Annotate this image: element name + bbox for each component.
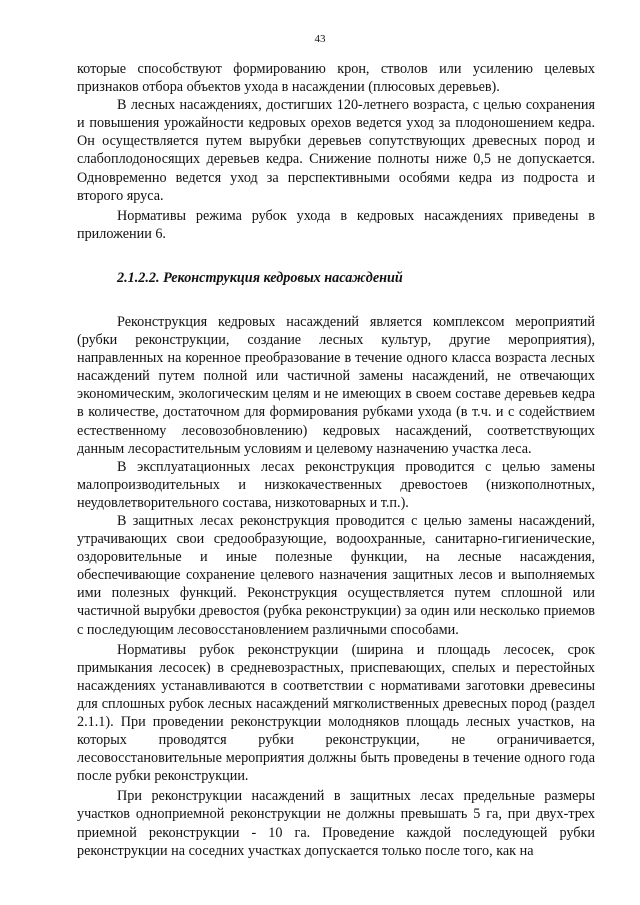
paragraph-nut-bearing-care: В лесных насаждениях, достигших 120-летнего возраста, с целью сохранения и повышения урожайности кедровых орехов ведется уход за плодоношением кедра. Он осуществляется путем вырубки деревьев сопутствующих древесных пород и слабоплодоносящих деревьев кедра. Снижение полноты ниже 0,5 не допускается. Одновременно ведется уход за перспективными особями кедра из подроста и второго яруса. — [77, 97, 595, 204]
paragraph-protective-forests: В защитных лесах реконструкция проводится с целью замены насаждений, утрачивающих свои средообразующие, водоохранные, санитарно-гигиенические, оздоровительные и иные полезные функции, на лесные насаждения, обеспечивающие сохранение целевого назначения защитных лесов и выполняемых ими полезных функций. Реконструкция осуществляется путем сплошной или частичной вырубки древостоя (рубка реконструкции) за один или несколько приемов с последующим лесовосстановлением различными способами. — [77, 512, 595, 638]
paragraph-continuation: которые способствуют формированию крон, стволов или усилению целевых признаков отбора объектов ухода в насаждении (плюсовых деревьев). — [77, 61, 595, 96]
paragraph-reconstruction-norms: Нормативы рубок реконструкции (ширина и площадь лесосек, срок примыкания лесосек) в средневозрастных, приспевающих, спелых и перестойных насаждениях устанавливаются в соответствии с нормативами заготовки древесины для сплошных рубок лесных насаждений мягколиственных древесных пород (раздел 2.1.1). При проведении реконструкции молодняков площадь лесных участков, на которых проводятся рубки реконструкции, не ограничивается, лесовосстановительные мероприятия должны быть проведены в течение одного года после рубки реконструкции. — [77, 641, 595, 785]
paragraph-care-norms: Нормативы режима рубок ухода в кедровых насаждениях приведены в приложении 6. — [77, 207, 595, 242]
paragraph-area-limits: При реконструкции насаждений в защитных лесах предельные размеры участков одноприемной реконструкции не должны превышать 5 га, при двух-трех приемной реконструкции - 10 га. Проведение каждой последующей рубки реконструкции на соседних участках допускается только после того, как на — [77, 788, 595, 859]
paragraph-reconstruction-definition: Реконструкция кедровых насаждений является комплексом мероприятий (рубки реконструкции, создание лесных культур, другие мероприятия), направленных на коренное преобразование в течение одного класса возраста лесных насаждений путем полной или частичной замены насаждений, не отвечающих экономическим, экологическим целям и не имеющих в своем составе деревьев кедра в количестве, достаточном для формирования рубками ухода (в т.ч. и с содействием естественному лесовозобновлению) кедровых насаждений, соответствующих данным лесорастительным условиям и целевому назначению участка леса. — [77, 313, 595, 457]
page-body — [77, 60, 595, 860]
page-number: 43 — [314, 33, 326, 45]
section-heading: 2.1.2.2. Реконструкция кедровых насаждений — [117, 269, 403, 286]
paragraph-exploitation-forests: В эксплуатационных лесах реконструкция проводится с целью замены малопроизводительных и низкокачественных древостоев (низкополнотных, неудовлетворительного состава, низкотоварных и т.п.). — [77, 458, 595, 511]
